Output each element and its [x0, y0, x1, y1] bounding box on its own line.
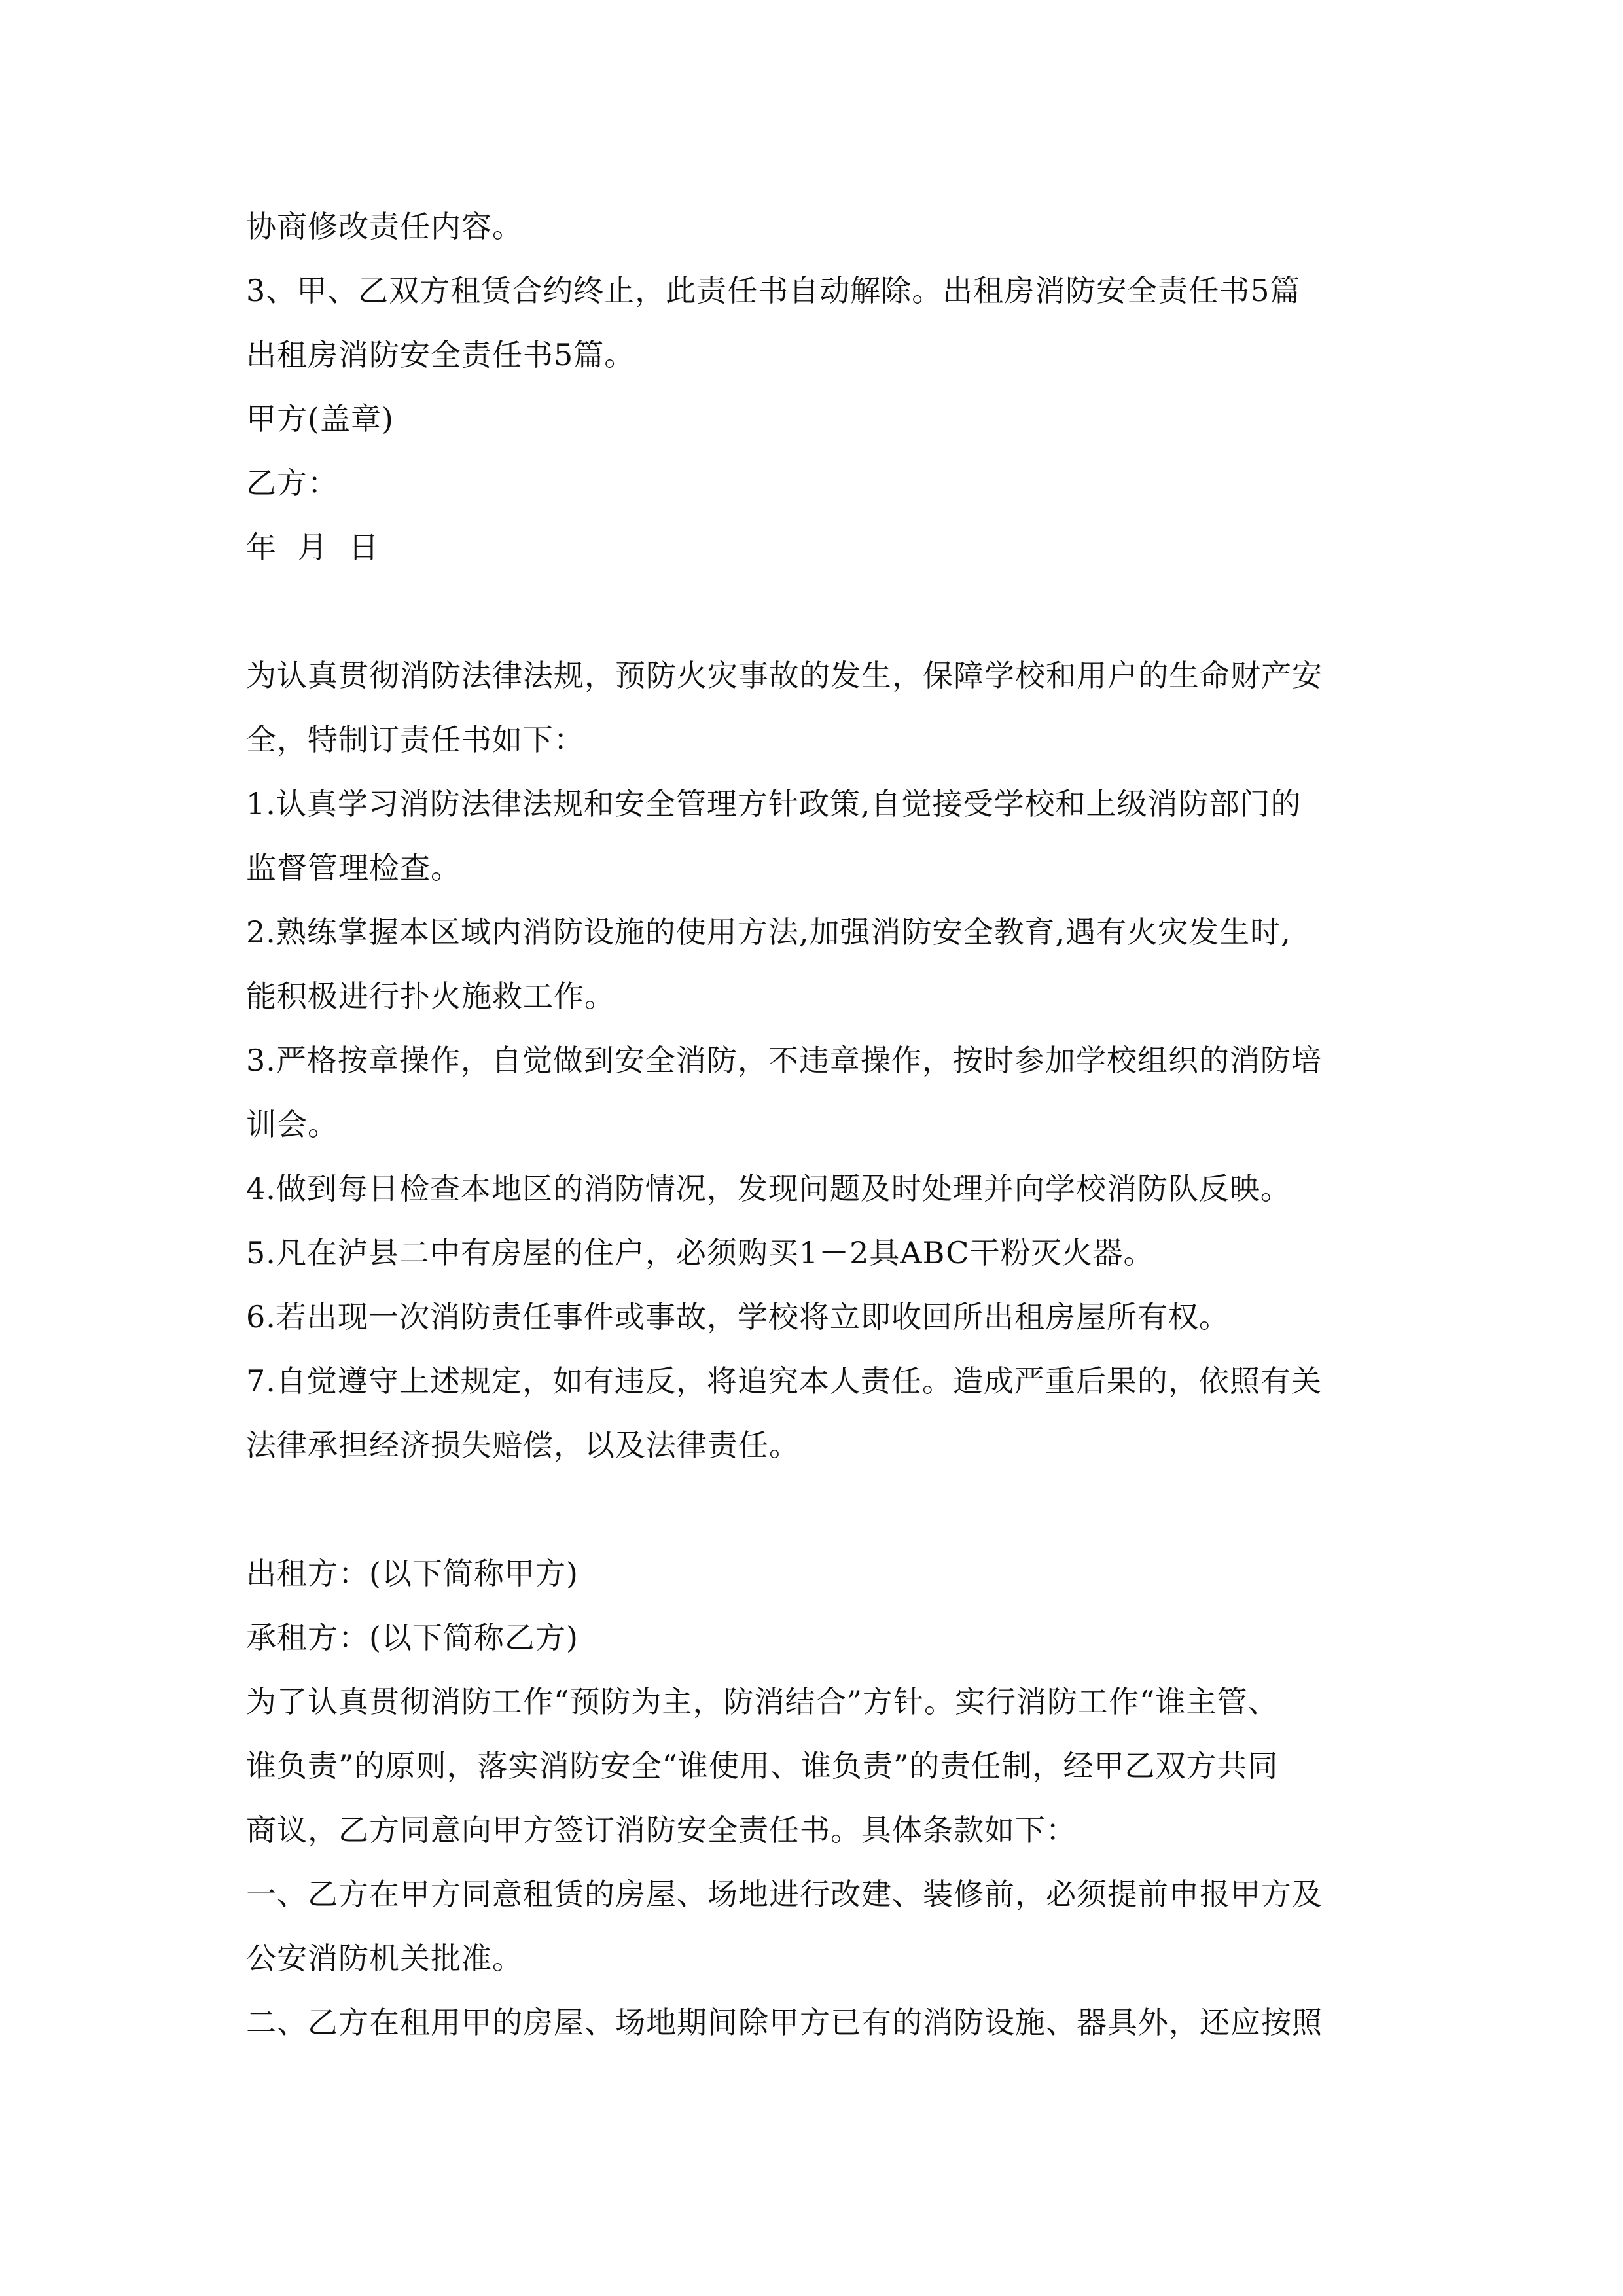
section2-item4: 4.做到每日检查本地区的消防情况，发现问题及时处理并向学校消防队反映。 — [246, 1171, 1291, 1206]
section1-clause3-line1: 3、甲、乙双方租赁合约终止，此责任书自动解除。出租房消防安全责任书5篇 — [246, 273, 1301, 308]
section3-intro-line1: 为了认真贯彻消防工作“预防为主，防消结合”方针。实行消防工作“谁主管、 — [246, 1684, 1279, 1719]
section2-item7-line2: 法律承担经济损失赔偿，以及法律责任。 — [246, 1427, 800, 1463]
section2-item7-line1: 7.自觉遵守上述规定，如有违反，将追究本人责任。造成严重后果的，依照有关 — [246, 1363, 1322, 1399]
section2-item2-line2: 能积极进行扑火施救工作。 — [246, 978, 615, 1014]
section2-item3-line1: 3.严格按章操作，自觉做到安全消防，不违章操作，按时参加学校组织的消防培 — [246, 1043, 1322, 1078]
section1-clause3-line2: 出租房消防安全责任书5篇。 — [246, 337, 635, 372]
party-b: 乙方： — [246, 465, 338, 501]
section2-item1-line2: 监督管理检查。 — [246, 850, 461, 886]
section3-intro-line3: 商议，乙方同意向甲方签订消防安全责任书。具体条款如下： — [246, 1812, 1077, 1848]
section2-item6: 6.若出现一次消防责任事件或事故，学校将立即收回所出租房屋所有权。 — [246, 1299, 1230, 1335]
section2-intro-line2: 全，特制订责任书如下： — [246, 722, 584, 757]
section3-clause2-line1: 二、乙方在租用甲的房屋、场地期间除甲方已有的消防设施、器具外，还应按照 — [246, 2005, 1323, 2040]
section2-item5: 5.凡在泸县二中有房屋的住户，必须购买1－2具ABC干粉灭火器。 — [246, 1235, 1154, 1270]
section3-intro-line2: 谁负责”的原则，落实消防安全“谁使用、谁负责”的责任制，经甲乙双方共同 — [246, 1748, 1279, 1784]
section2-item2-line1: 2.熟练掌握本区域内消防设施的使用方法,加强消防安全教育,遇有火灾发生时, — [246, 914, 1291, 950]
section2-intro-line1: 为认真贯彻消防法律法规，预防火灾事故的发生，保障学校和用户的生命财产安 — [246, 658, 1323, 693]
signature-date: 年 月 日 — [246, 529, 380, 565]
section1-continuation: 协商修改责任内容。 — [246, 209, 523, 244]
section3-lessee: 承租方：(以下简称乙方) — [246, 1620, 579, 1655]
section3-clause1-line2: 公安消防机关批准。 — [246, 1941, 523, 1976]
section3-clause1-line1: 一、乙方在甲方同意租赁的房屋、场地进行改建、装修前，必须提前申报甲方及 — [246, 1876, 1323, 1912]
party-a-seal: 甲方(盖章) — [246, 401, 394, 437]
section2-item1-line1: 1.认真学习消防法律法规和安全管理方针政策,自觉接受学校和上级消防部门的 — [246, 786, 1302, 821]
section2-item3-line2: 训会。 — [246, 1107, 338, 1142]
section3-lessor: 出租方：(以下简称甲方) — [246, 1556, 579, 1591]
